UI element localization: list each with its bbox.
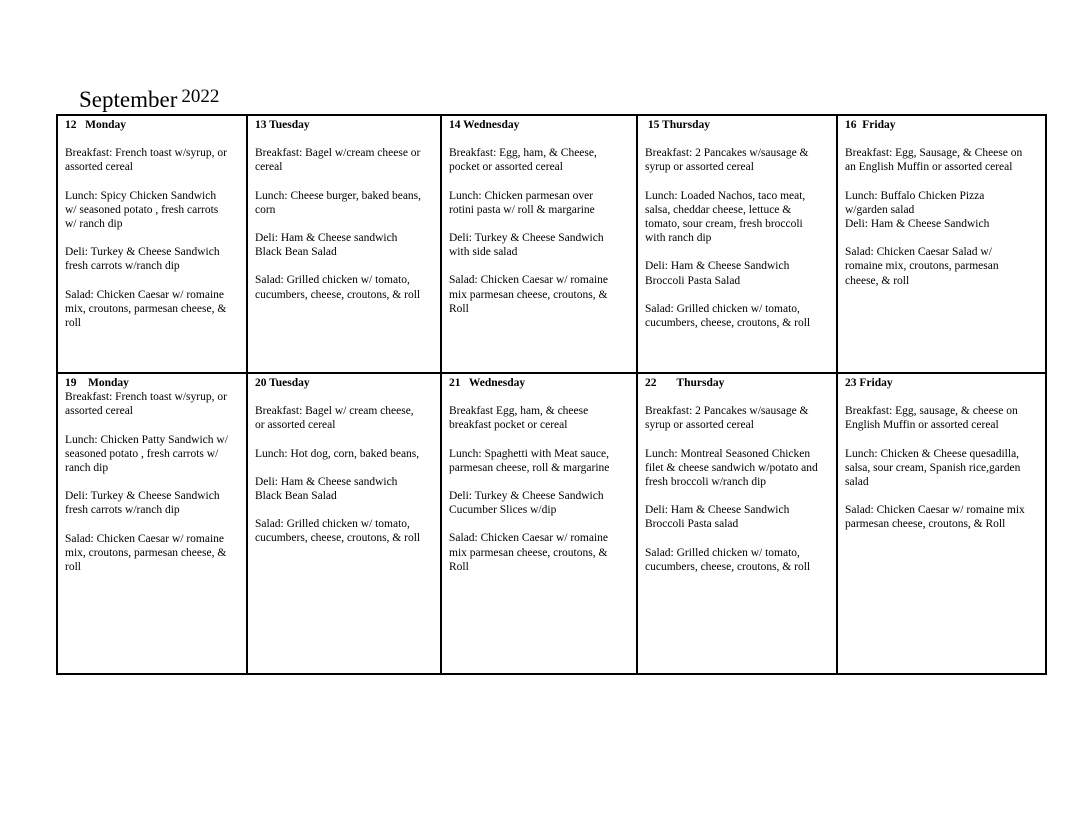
day-header: 20 Tuesday — [255, 377, 310, 389]
lunch-entry: Lunch: Chicken Patty Sandwich w/ seasoned potato , fresh carrots w/ ranch dip — [65, 433, 228, 475]
day-header: 13 Tuesday — [255, 119, 310, 131]
lunch-entry: Lunch: Chicken parmesan over rotini pasta w/ roll & margarine — [449, 189, 595, 216]
day-cell-22 — [638, 374, 838, 673]
deli-entry: Deli: Ham & Cheese Sandwich Broccoli Pasta Salad — [645, 260, 790, 287]
salad-entry: Salad: Chicken Caesar w/ romaine mix parmesan cheese, croutons, & Roll — [845, 504, 1025, 531]
salad-entry: Salad: Chicken Caesar w/ romaine mix parmesan cheese, croutons, & Roll — [449, 274, 609, 315]
breakfast-entry: Breakfast: Egg, ham, & Cheese, pocket or assorted cereal — [449, 147, 597, 174]
calendar-title — [79, 86, 219, 116]
day-cell-15 — [638, 116, 838, 374]
salad-entry: Salad: Chicken Caesar w/ romaine mix, croutons, parmesan cheese, & roll — [65, 532, 227, 574]
month-label: September — [79, 87, 178, 112]
salad-entry: Salad: Grilled chicken w/ tomato, cucumbers, cheese, croutons, & roll — [645, 302, 811, 330]
deli-entry: Deli: Turkey & Cheese Sandwich Cucumber Slices w/dip — [449, 490, 604, 517]
day-cell-13 — [248, 116, 442, 374]
lunch-entry: Lunch: Loaded Nachos, taco meat, salsa, cheddar cheese, lettuce & tomato, sour cream, fresh broccoli with ranch dip — [645, 189, 806, 245]
day-cell-23 — [838, 374, 1045, 673]
lunch-entry: Lunch: Spaghetti with Meat sauce, parmesan cheese, roll & margarine — [449, 447, 610, 474]
salad-entry: Salad: Chicken Caesar Salad w/ romaine mix, croutons, parmesan cheese, & roll — [845, 246, 999, 287]
breakfast-entry: Breakfast: Bagel w/ cream cheese, or assorted cereal — [255, 405, 414, 432]
lunch-entry: Lunch: Spicy Chicken Sandwich w/ seasoned potato , fresh carrots w/ ranch dip — [65, 189, 219, 231]
year-label: 2022 — [181, 86, 220, 107]
lunch-entry: Lunch: Cheese burger, baked beans, corn — [255, 189, 422, 216]
menu-calendar-grid — [56, 114, 1047, 675]
day-cell-21 — [442, 374, 638, 673]
lunch-entry: Lunch: Buffalo Chicken Pizza w/garden salad Deli: Ham & Cheese Sandwich — [845, 189, 990, 231]
deli-entry: Deli: Turkey & Cheese Sandwich fresh carrots w/ranch dip — [65, 246, 220, 273]
day-header: 15 Thursday — [645, 119, 710, 131]
day-cell-16 — [838, 116, 1045, 374]
day-header: 21 Wednesday — [449, 377, 526, 389]
day-header: 22 Thursday — [645, 377, 725, 389]
salad-entry: Salad: Grilled chicken w/ tomato, cucumbers, cheese, croutons, & roll — [255, 518, 421, 545]
deli-entry: Deli: Ham & Cheese sandwich Black Bean Salad — [255, 475, 398, 503]
breakfast-entry: Breakfast: 2 Pancakes w/sausage & syrup or assorted cereal — [645, 405, 809, 432]
deli-entry: Deli: Ham & Cheese Sandwich Broccoli Pasta salad — [645, 504, 790, 531]
salad-entry: Salad: Grilled chicken w/ tomato, cucumbers, cheese, croutons, & roll — [255, 274, 421, 301]
day-cell-14 — [442, 116, 638, 374]
breakfast-entry: Breakfast Egg, ham, & cheese breakfast pocket or cereal — [449, 405, 589, 432]
lunch-entry: Lunch: Chicken & Cheese quesadilla, salsa, sour cream, Spanish rice,garden salad — [845, 447, 1021, 489]
deli-entry: Deli: Turkey & Cheese Sandwich fresh carrots w/ranch dip — [65, 490, 220, 517]
day-cell-20 — [248, 374, 442, 673]
salad-entry: Salad: Chicken Caesar w/ romaine mix, croutons, parmesan cheese, & roll — [65, 288, 227, 330]
day-cell-19 — [58, 374, 248, 673]
lunch-entry: Lunch: Montreal Seasoned Chicken filet & cheese sandwich w/potato and fresh broccoli w/ranch dip — [645, 447, 818, 489]
breakfast-entry: Breakfast: Bagel w/cream cheese or cereal — [255, 147, 421, 174]
deli-entry: Deli: Ham & Cheese sandwich Black Bean Salad — [255, 232, 398, 259]
day-header: 19 Monday — [65, 377, 129, 389]
salad-entry: Salad: Chicken Caesar w/ romaine mix parmesan cheese, croutons, & Roll — [449, 532, 609, 573]
deli-entry: Deli: Turkey & Cheese Sandwich with side salad — [449, 232, 604, 259]
day-header: 12 Monday — [65, 119, 127, 131]
lunch-entry: Lunch: Hot dog, corn, baked beans, — [255, 447, 420, 460]
salad-entry: Salad: Grilled chicken w/ tomato, cucumbers, cheese, croutons, & roll — [645, 546, 811, 573]
breakfast-entry: Breakfast: French toast w/syrup, or assorted cereal — [65, 391, 227, 418]
day-header: 23 Friday — [845, 377, 893, 389]
breakfast-entry: Breakfast: 2 Pancakes w/sausage & syrup or assorted cereal — [645, 147, 809, 174]
day-header: 14 Wednesday — [449, 119, 520, 131]
breakfast-entry: Breakfast: Egg, sausage, & cheese on English Muffin or assorted cereal — [845, 405, 1018, 432]
day-cell-12 — [58, 116, 248, 374]
breakfast-entry: Breakfast: French toast w/syrup, or assorted cereal — [65, 147, 227, 174]
day-header: 16 Friday — [845, 119, 896, 131]
breakfast-entry: Breakfast: Egg, Sausage, & Cheese on an English Muffin or assorted cereal — [845, 147, 1023, 174]
